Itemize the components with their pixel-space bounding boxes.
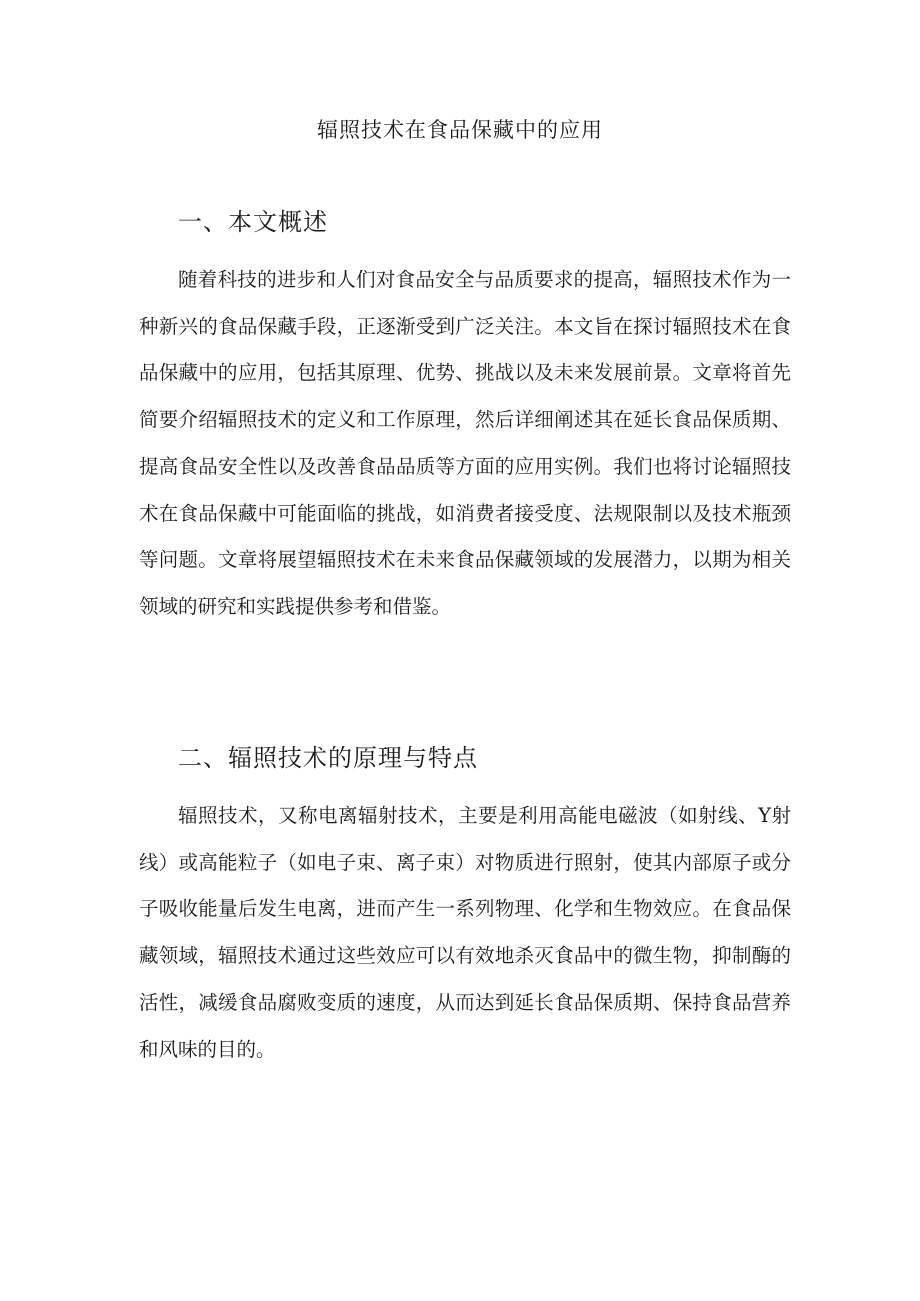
section-paragraph-overview: 随着科技的进步和人们对食品安全与品质要求的提高，辐照技术作为一种新兴的食品保藏手段，正逐渐受到广泛关注。本文旨在探讨辐照技术在食品保藏中的应用，包括其原理、优势、挑战以及未来发展前景。文章将首先简要介绍辐照技术的定义和工作原理，然后详细阐述其在延长食品保质期、提高食品安全性以及改善食品品质等方面的应用实例。我们也将讨论辐照技术在食品保藏中可能面临的挑战，如消费者接受度、法规限制以及技术瓶颈等问题。文章将展望辐照技术在未来食品保藏领域的发展潜力，以期为相关领域的研究和实践提供参考和借鉴。: [139, 268, 791, 618]
section-heading-overview: 一、本文概述: [178, 208, 328, 236]
document-title: 辐照技术在食品保藏中的应用: [317, 118, 603, 142]
section-paragraph-principles: 辐照技术，又称电离辐射技术，主要是利用高能电磁波（如射线、Y射线）或高能粒子（如电子束、离子束）对物质进行照射，使其内部原子或分子吸收能量后发生电离，进而产生一系列物理、化学和生物效应。在食品保藏领域，辐照技术通过这些效应可以有效地杀灭食品中的微生物，抑制酶的活性，减缓食品腐败变质的速度，从而达到延长食品保质期、保持食品营养和风味的目的。: [139, 804, 791, 1061]
section-heading-principles: 二、辐照技术的原理与特点: [178, 744, 478, 772]
